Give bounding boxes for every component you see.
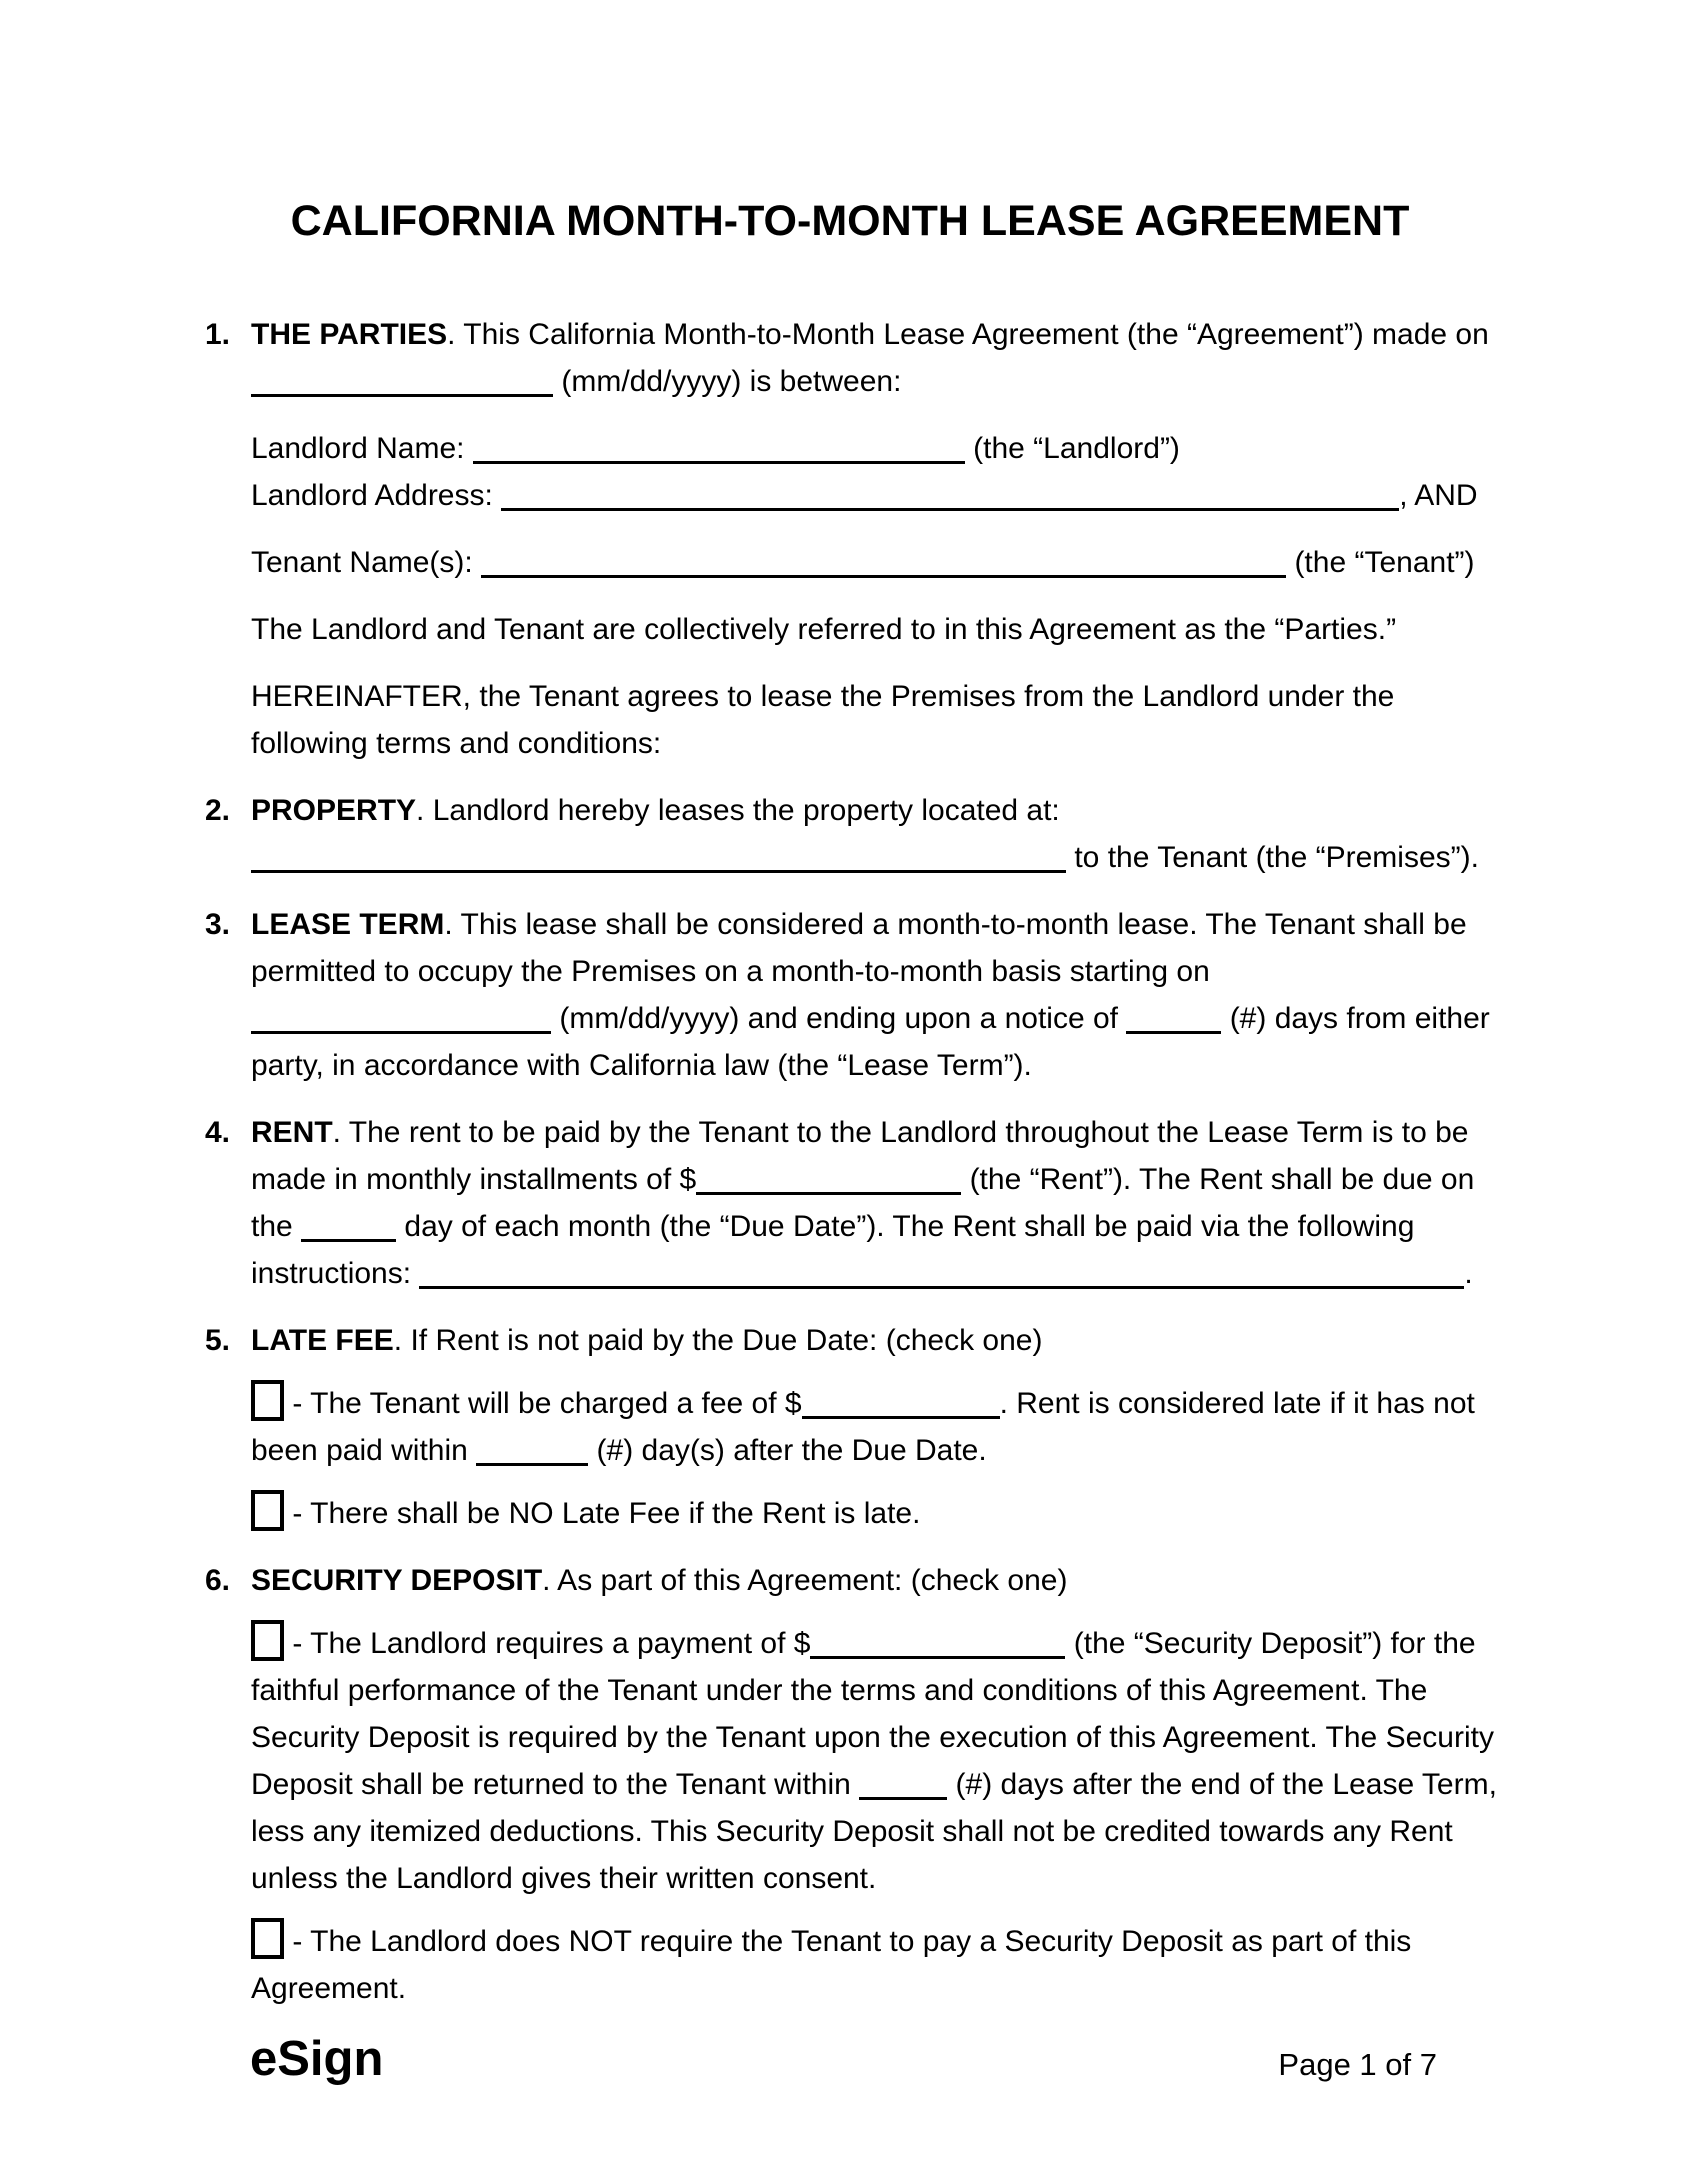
option-text: . Rent is considered late if it has not been paid within xyxy=(251,1387,1475,1467)
late-fee-paragraph xyxy=(251,1317,1500,1364)
section-heading: RENT xyxy=(251,1116,333,1149)
landlord-name-label: Landlord Name: xyxy=(251,432,465,465)
late-fee-option-1 xyxy=(251,1380,1500,1474)
security-deposit-amount-blank[interactable] xyxy=(810,1626,1065,1659)
paragraph-text: . xyxy=(1464,1257,1473,1290)
security-deposit-option-1 xyxy=(251,1620,1500,1902)
page-footer xyxy=(250,2032,1437,2088)
rent-amount-blank[interactable] xyxy=(696,1162,961,1195)
paragraph-text: (mm/dd/yyyy) is between: xyxy=(561,365,902,398)
late-fee-amount-blank[interactable] xyxy=(802,1386,1000,1419)
section-number: 3. xyxy=(205,908,231,941)
landlord-address-suffix: , AND xyxy=(1399,479,1478,512)
section-number: 4. xyxy=(205,1116,231,1149)
page-title: CALIFORNIA MONTH-TO-MONTH LEASE AGREEMENT xyxy=(290,197,1410,245)
landlord-name-suffix: (the “Landlord”) xyxy=(973,432,1180,465)
deposit-return-days-blank[interactable] xyxy=(859,1767,947,1800)
paragraph-text: . This lease shall be considered a month-to-month lease. The Tenant shall be permitted to occupy the Premises on a month-to-month basis starting on xyxy=(251,908,1467,988)
rent-due-day-blank[interactable] xyxy=(301,1209,396,1242)
option-text: - The Tenant will be charged a fee of $ xyxy=(292,1387,802,1420)
section-security-deposit xyxy=(205,1557,1500,2012)
section-heading: THE PARTIES xyxy=(251,318,448,351)
paragraph-text: (mm/dd/yyyy) and ending upon a notice of xyxy=(559,1002,1118,1035)
paragraph-text: (#) days from either party, in accordance with California law (the “Lease Term”). xyxy=(251,1002,1490,1082)
paragraph-text: . Landlord hereby leases the property located at: xyxy=(416,794,1060,827)
tenant-name-blank[interactable] xyxy=(481,545,1286,578)
no-late-fee-checkbox[interactable] xyxy=(251,1490,284,1531)
lease-term-paragraph xyxy=(251,901,1500,1089)
section-heading: PROPERTY xyxy=(251,794,417,827)
page-indicator: Page 1 of 7 xyxy=(1278,2047,1437,2082)
landlord-address-line xyxy=(251,472,1500,519)
payment-instructions-blank[interactable] xyxy=(419,1256,1464,1289)
option-text: - There shall be NO Late Fee if the Rent is late. xyxy=(292,1497,921,1530)
option-text: - The Landlord does NOT require the Tenant to pay a Security Deposit as part of this Agreement. xyxy=(251,1925,1412,2005)
section-late-fee xyxy=(205,1317,1500,1537)
late-fee-option-2 xyxy=(251,1490,1500,1537)
security-deposit-paragraph xyxy=(251,1557,1500,1604)
landlord-name-blank[interactable] xyxy=(473,431,965,464)
agreement-date-blank[interactable] xyxy=(251,364,553,397)
tenant-name-label: Tenant Name(s): xyxy=(251,546,473,579)
paragraph-text: (the “Rent”). The Rent shall be due on the xyxy=(251,1163,1475,1243)
notice-days-blank[interactable] xyxy=(1126,1001,1221,1034)
property-address-blank[interactable] xyxy=(251,840,1066,873)
section-property xyxy=(205,787,1500,881)
security-deposit-option-2 xyxy=(251,1918,1500,2012)
section-the-parties xyxy=(205,311,1500,767)
section-lease-term xyxy=(205,901,1500,1089)
lease-start-date-blank[interactable] xyxy=(251,1001,551,1034)
landlord-name-line xyxy=(251,425,1500,472)
paragraph-text: to the Tenant (the “Premises”). xyxy=(1074,841,1479,874)
paragraph-text: day of each month (the “Due Date”). The Rent shall be paid via the following instructions: xyxy=(251,1210,1415,1290)
landlord-address-blank[interactable] xyxy=(501,478,1399,511)
hereinafter-paragraph xyxy=(251,673,1500,767)
tenant-name-suffix: (the “Tenant”) xyxy=(1294,546,1475,579)
esign-logo: eSign xyxy=(250,2032,384,2086)
paragraph-text: HEREINAFTER, the Tenant agrees to lease the Premises from the Landlord under the following terms and conditions: xyxy=(251,680,1395,760)
section-number: 5. xyxy=(205,1324,231,1357)
section-rent xyxy=(205,1109,1500,1297)
late-fee-days-blank[interactable] xyxy=(476,1433,588,1466)
section-number: 1. xyxy=(205,318,231,351)
section-heading: SECURITY DEPOSIT xyxy=(251,1564,543,1597)
option-text: (the “Security Deposit”) for the faithful performance of the Tenant under the terms and conditions of this Agreement. The Security Deposit is required by the Tenant upon the execution of this Agreement. The Security Deposit shall be returned to the Tenant within xyxy=(251,1627,1494,1801)
paragraph-text: The Landlord and Tenant are collectively referred to in this Agreement as the “Parties.” xyxy=(251,613,1397,646)
paragraph-text: . The rent to be paid by the Tenant to the Landlord throughout the Lease Term is to be made in monthly installments of $ xyxy=(251,1116,1469,1196)
section-heading: LATE FEE xyxy=(251,1324,394,1357)
paragraph-text: . This California Month-to-Month Lease Agreement (the “Agreement”) made on xyxy=(447,318,1489,351)
option-text: (#) day(s) after the Due Date. xyxy=(596,1434,987,1467)
no-security-deposit-checkbox[interactable] xyxy=(251,1918,284,1959)
landlord-address-label: Landlord Address: xyxy=(251,479,493,512)
paragraph-text: . If Rent is not paid by the Due Date: (check one) xyxy=(393,1324,1043,1357)
paragraph-text: . As part of this Agreement: (check one) xyxy=(542,1564,1068,1597)
section-number: 6. xyxy=(205,1564,231,1597)
rent-paragraph xyxy=(251,1109,1500,1297)
property-paragraph xyxy=(251,787,1500,881)
section-heading: LEASE TERM xyxy=(251,908,445,941)
option-text: - The Landlord requires a payment of $ xyxy=(292,1627,811,1660)
parties-intro-paragraph xyxy=(251,311,1500,405)
late-fee-charged-checkbox[interactable] xyxy=(251,1380,284,1421)
parties-sentence xyxy=(251,606,1500,653)
landlord-block xyxy=(251,425,1500,519)
section-number: 2. xyxy=(205,794,231,827)
document-body xyxy=(0,311,1700,2012)
tenant-line xyxy=(251,539,1500,586)
option-text: (#) days after the end of the Lease Term, less any itemized deductions. This Security Deposit shall not be credited towards any Rent unless the Landlord gives their written consent. xyxy=(251,1768,1497,1895)
security-deposit-required-checkbox[interactable] xyxy=(251,1620,284,1661)
